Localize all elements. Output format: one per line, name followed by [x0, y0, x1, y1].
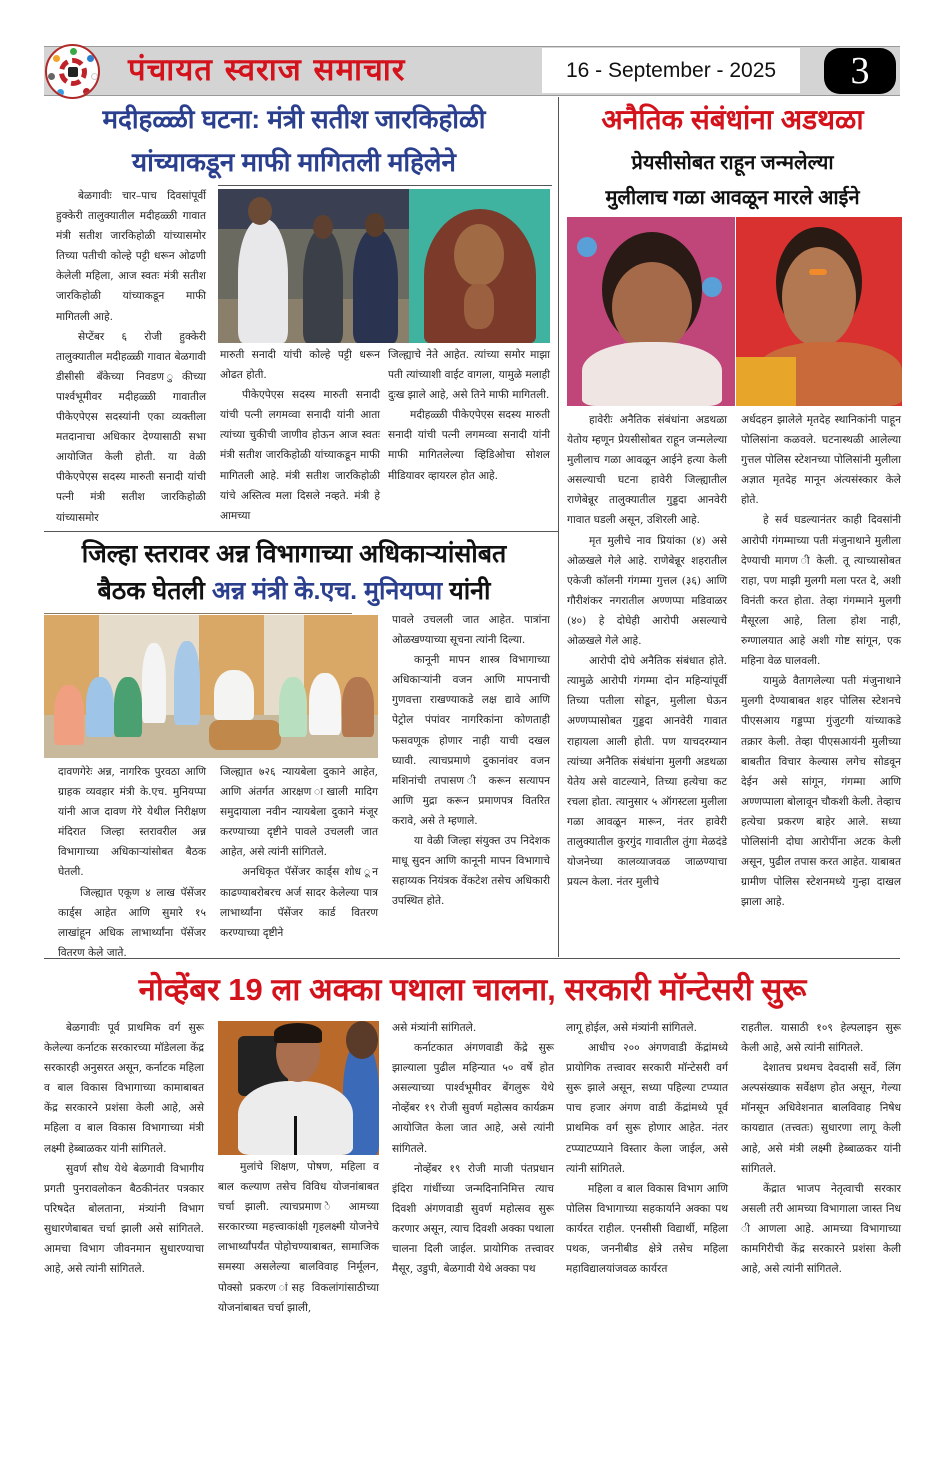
headline-part: बैठक घेतली — [97, 577, 205, 605]
section-divider — [44, 531, 558, 532]
paragraph: कर्नाटकात अंगणवाडी केंद्रे सुरू झाल्याला पुढील महिन्यात ५० वर्षे होत असल्याच्या पार्श्वभूमीवर बेंगलुरू येथे नोव्हेंबर १९ रोजी सुवर्ण महोत्सव कार्यक्रम आयोजित केला जात आहे, असे त्यांनी सांगितले. — [392, 1042, 554, 1155]
paragraph: या वेळी जिल्हा संयुक्त उप निदेशक माधू सुदन आणि कानूनी मापन विभागाचे सहाय्यक नियंत्रक वेंकटेश तसेच अधिकारी उपस्थित होते. — [392, 835, 550, 908]
paragraph: असे मंत्र्यांनी सांगितले. — [392, 1022, 477, 1034]
article2-column-2 — [741, 410, 901, 912]
article4-column-1 — [44, 1018, 204, 1279]
headline-part: यांनी — [449, 577, 491, 605]
article2-subhead-line1: प्रेयसीसोबत राहून जन्मलेल्या — [631, 152, 834, 174]
paragraph: अनधिकृत पॅसेंजर कार्ड्स शोध ून काढण्याबरोबरच अर्ज सादर केलेल्या पात्र लाभार्थ्यांना पॅसेंजर कार्ड वितरण करण्याच्या दृष्टीने — [220, 866, 378, 939]
paragraph: जिल्ह्यात एकूण ४ लाख पॅसेंजर कार्ड्स आहेत आणि सुमारे १५ लाखांहून अधिक लाभार्थ्यांना पॅसेंजर वितरण केले जाते. — [58, 886, 206, 959]
paragraph: आधीच २०० अंगणवाडी केंद्रांमध्ये प्रायोगिक तत्त्वावर सरकारी मॉन्टेसरी वर्ग सुरू झाले असून, सध्या पहिल्या टप्प्यात पाच हजार अंगण वाडी केंद्रांमध्ये पूर्व प्राथमिक वर्ग सुरू होणार आहेत. नंतर टप्प्याटप्प्याने विस्तार केला जाईल, असे त्यांनी सांगितले. — [566, 1042, 728, 1175]
article1-headline-line1: मदीहळ्ळी घटना: मंत्री सतीश जारकिहोळी — [102, 104, 486, 134]
article4-photo — [218, 1021, 379, 1155]
panchayat-swaraj-logo-icon — [45, 44, 100, 99]
paragraph: देशातच प्रथमच देवदासी सर्वे, लिंग अल्पसंख्याक सर्वेक्षण होत असून, गेल्या मॉनसून अधिवेशनात बालविवाह निषेध कायद्यात (तत्त्वतः) सुधारणा लागू केली आहे, असे मंत्री लक्ष्मी हेब्बाळकर यांनी सांगितले. — [741, 1062, 901, 1175]
article3-headline-line1: जिल्हा स्तरावर अन्न विभागाच्या अधिकाऱ्यांसोबत — [81, 540, 507, 568]
paragraph: मारुती सनादी यांची कोल्हे पट्टी धरून ओढत होती. — [220, 349, 380, 382]
paragraph: सुवर्ण सौध येथे बेळगावी विभागीय प्रगती पुनरावलोकन बैठकीनंतर पत्रकार परिषदेत बोलताना, मंत्र्यांनी विभाग सुधारणेबाबत चर्चा झाली असे सांगितले. आमचा विभाग जीवनमान सुधारण्याचा आहे, असे त्यांनी सांगितले. — [44, 1162, 204, 1276]
article4-column-3 — [392, 1018, 554, 1279]
paragraph: कानूनी मापन शास्त्र विभागाच्या अधिकाऱ्यांनी वजन आणि मापनाची गुणवत्ता राखण्याकडे लक्ष द्यावे आणि पेट्रोल पंपांवर नागरिकांना कोणताही फसवणूक होणार नाही याची दखल घ्यावी. त्याचप्रमाणे दुकानांवर वजन मशिनांची तपासण ी करून सत्यापन आणि मुद्रा करून प्रमाणपत्र वितरित करावे, असे ते म्हणाले. — [392, 654, 550, 827]
article4-column-4 — [566, 1018, 728, 1279]
article2-photo-right — [736, 217, 902, 406]
paragraph: लागू होईल, असे मंत्र्यांनी सांगितले. — [566, 1022, 697, 1034]
article1-photo-right — [409, 189, 550, 343]
article2-subhead-line2: मुलीलाच गळा आवळून मारले आईने — [605, 187, 860, 209]
article3-column-2 — [220, 762, 378, 943]
paragraph: बेळगावीः चार–पाच दिवसांपूर्वी हुक्केरी तालुक्यातील मदीहळ्ळी गावात मंत्री सतीश जारकिहोळी यांच्यासमोर तिच्या पतीची कोल्हे पट्टी धरून ओढणी केलेली महिला, आज स्वतः मंत्री सतीश जारकिहोळी यांच्याकडून माफी मागितली आहे. — [56, 190, 206, 323]
paragraph: आरोपी दोघे अनैतिक संबंधात होते. त्यामुळे आरोपी गंगम्मा दोन महिन्यांपूर्वी तिच्या पतीला सोडून, मुलीला घेऊन अण्णप्पासोबत गुड्डदा आनवेरी गावात राहायला आली होती. पण याचदरम्यान त्यांच्या अनैतिक संबंधांना मुलगी अडथळा येतेय असे वाटल्याने, तिच्या हत्येचा कट रचला होता. त्यानुसार ५ ऑगस्टला मुलीला गळा आवळून मारून, नंतर हावेरी तालुक्यातील कुरगुंद गावातील तुंगा मेळदंडे योजनेच्या कालव्याजवळ जाळण्याचा प्रयत्न केला. नंतर मुलीचे — [567, 655, 727, 889]
newspaper-title: पंचायत स्वराज समाचार — [128, 52, 406, 88]
article3-column-3 — [392, 610, 550, 911]
article1-column-1 — [56, 186, 206, 528]
paragraph: केंद्रात भाजप नेतृत्वाची सरकार असली तरी आमच्या विभागाला जास्त निध ी आणला आहे. आमच्या विभागाच्या कामगिरीची केंद्र सरकारने प्रशंसा केली आहे, असे त्यांनी सांगितले. — [741, 1182, 901, 1276]
article1-column-3 — [388, 345, 550, 486]
article4-column-5 — [741, 1018, 901, 1279]
paragraph: बेळगावीः पूर्व प्राथमिक वर्ग सुरू केलेल्या कर्नाटक सरकारच्या मॉडेलला केंद्र सरकारही अनुसरत असून, कर्नाटक महिला व बाल विकास विभागाच्या कामाबाबत केंद्र सरकारने प्रशंसा केली आहे, असे महिला व बाल विकास विभागाच्या मंत्री लक्ष्मी हेब्बाळकर यांनी सांगितले. — [44, 1022, 204, 1155]
rule-under-headline — [218, 185, 552, 186]
paragraph: मुलांचे शिक्षण, पोषण, महिला व बाल कल्याण तसेच विविध योजनांबाबत चर्चा झाली. त्याचप्रमाण े आमच्या सरकारच्या महत्त्वाकांक्षी गृहलक्ष्मी योजनेचे लाभार्थ्यांपर्यंत पोहोचण्याबाबत, सामाजिक समस्या असलेल्या बालविवाह निर्मूलन, पोक्सो प्रकरण ांसह विकलांगांसाठीच्या योजनांबाबत चर्चा झाली, — [218, 1161, 379, 1314]
paragraph: जिल्ह्याचे नेते आहेत. त्यांच्या समोर माझा पती त्यांच्याशी वाईट वागला, यामुळे मलाही दुःख झाले आहे, असे तिने माफी मागितली. — [388, 349, 550, 402]
article1-headline-line2: यांच्याकडून माफी मागितली महिलेने — [132, 147, 456, 177]
paragraph: महिला व बाल विकास विभाग आणि पोलिस विभागाच्या सहकार्याने अक्का पथ कार्यरत राहील. एनसीसी विद्यार्थी, महिला पथक, जननीबीड क्षेत्रे तसेच महिला महाविद्यालयांजवळ कार्यरत — [566, 1182, 728, 1276]
article4-headline: नोव्हेंबर 19 ला अक्का पथाला चालना, सरकारी मॉन्टेसरी सुरू — [138, 972, 807, 1007]
rule — [44, 613, 352, 614]
paragraph: पावले उचलली जात आहेत. पात्रांना ओळखण्याच्या सूचना त्यांनी दिल्या. — [392, 614, 550, 647]
paragraph: हे सर्व घडल्यानंतर काही दिवसांनी आरोपी गंगम्माच्या पती मंजुनाथाने मुलीला देण्याची मागण ी केली. तू त्याच्यासोबत राहा, पण माझी मुलगी मला परत दे, अशी विनंती करत होता. तेव्हा गंगम्माने मुलगी मैसूरला आहे, तिला होश नाही, रुग्णालयात आहे अशी गोष्ट सांगून, एक महिना वेळ घालवली. — [741, 514, 901, 668]
article1-photo-left — [218, 189, 409, 343]
article1-column-2 — [220, 345, 380, 526]
paragraph: जिल्ह्यात ७२६ न्यायबेला दुकाने आहेत, आणि अंतर्गत आरक्षण ाखाली मादिग समुदायाला नवीन न्यायबेला दुकाने मंजूर करण्याच्या दृष्टीने पावले उचलली जात आहेत, असे त्यांनी सांगितले. — [220, 766, 378, 859]
paragraph: हावेरीः अनैतिक संबंधांना अडथळा येतोय म्हणून प्रेयसीसोबत राहून जन्मलेल्या मुलीलाच गळा आवळून आईने हत्या केली असल्याची घटना हावेरी जिल्ह्यातील राणेबेन्नूर तालुक्यातील गुड्डदा आनवेरी गावात घडली असून, उशिरली आहे. — [567, 414, 727, 527]
minister-name: अन्न मंत्री के.एच. मुनियप्पा — [211, 577, 443, 605]
article3-headline-line2 — [30, 573, 558, 607]
paragraph: राहतील. यासाठी १०९ हेल्पलाइन सुरू केली आहे, असे त्यांनी सांगितले. — [741, 1022, 901, 1055]
article2-column-1 — [567, 410, 727, 892]
article4-column-2 — [218, 1157, 379, 1318]
paragraph: सेप्टेंबर ६ रोजी हुक्केरी तालुक्यातील मदीहळ्ळी गावात बेळगावी डीसीसी बँकेच्या निवडण ुकीच्या पार्श्वभूमीवर मदीहळ्ळी गावातील पीकेएपेएस सदस्यांनी एका व्यक्तीला मतदानाचा अधिकार देण्यासाठी सभा आयोजित केली होती. या वेळी पीकेएपेएस सदस्य मारुती सनादी यांची पत्नी मंत्री सतीश जारकिहोळी यांच्यासमोर — [56, 330, 206, 524]
paragraph: दावणगेरेः अन्न, नागरिक पुरवठा आणि ग्राहक व्यवहार मंत्री के.एच. मुनियप्पा यांनी आज दावण गेरे येथील निरीक्षण मंदिरात जिल्हा स्तरावरील अन्न विभागाच्या अधिकाऱ्यांसोबत बैठक घेतली. — [58, 766, 206, 879]
article3-photo — [44, 615, 378, 758]
article2-headline: अनैतिक संबंधांना अडथळा — [601, 104, 864, 135]
article2-photo-left — [567, 217, 735, 406]
paragraph: नोव्हेंबर १९ रोजी माजी पंतप्रधान इंदिरा गांधींच्या जन्मदिनानिमित्त त्याच दिवशी अंगणवाडी सुवर्ण महोत्सव सुरू करणार असून, त्याच दिवशी अक्का पथाला चालना दिली जाईल. प्रायोगिक तत्त्वावर मैसूर, उडुपी, बेळगावी येथे अक्का पथ — [392, 1162, 554, 1276]
page-number-badge: 3 — [824, 48, 896, 94]
issue-date: 16 - September - 2025 — [542, 48, 800, 93]
paragraph: पीकेएपेएस सदस्य मारुती सनादी यांची पत्नी लगमव्वा सनादी यांनी आता त्यांच्या चुकीची जाणीव होऊन आज स्वतः मंत्री सतीश जारकिहोळी यांच्याकडून माफी मागितली आहे. मंत्री सतीश जारकिहोळी यांचे अस्तित्व मला दिसले नव्हते. मंत्री हे आमच्या — [220, 389, 380, 522]
paragraph: मृत मुलीचे नाव प्रियांका (४) असे ओळखले गेले आहे. राणेबेन्नूर शहरातील एकेजी कॉलनी गंगम्मा गुत्तल (३६) आणि गौरीशंकर नगरातील अण्णप्पा मडिवाळर (४०) हे दोघेही आरोपी असल्याचे ओळखले गेले आहे. — [567, 534, 727, 648]
article3-column-1 — [58, 762, 206, 963]
column-divider — [558, 97, 559, 957]
paragraph: यामुळे वैतागलेल्या पती मंजुनाथाने मुलगी देण्याबाबत शहर पोलिस स्टेशनचे पीएसआय गड्डप्पा गुंजुटगी यांच्याकडे तक्रार केली. तेव्हा पीएसआयंनी मुलीच्या बाबतीत विचार केल्यास लगेच सोडवून देईन असे सांगून, गंगम्मा आणि अण्णप्पाला बोलावून चौकशी केली. तेव्हाच हत्येचा प्रकरण बाहेर आले. सध्या पोलिसांनी दोघा आरोपींना अटक केली असून, पुढील तपास करत आहेत. याबाबत ग्रामीण पोलिस स्टेशनमध्ये गुन्हा दाखल झाला आहे. — [741, 675, 901, 909]
paragraph: अर्धदहन झालेले मृतदेह स्थानिकांनी पाहून पोलिसांना कळवले. घटनास्थळी आलेल्या गुत्तल पोलिस स्टेशनच्या पोलिसांनी मुलीला अज्ञात मृतदेह मानून अंत्यसंस्कार केले होते. — [741, 414, 901, 507]
paragraph: मदीहळ्ळी पीकेएपेएस सदस्य मारुती सनादी यांची पत्नी लगमव्वा सनादी यांनी माफी मागितलेल्या व्हिडिओचा सोशल मीडियावर व्हायरल होत आहे. — [388, 409, 550, 482]
